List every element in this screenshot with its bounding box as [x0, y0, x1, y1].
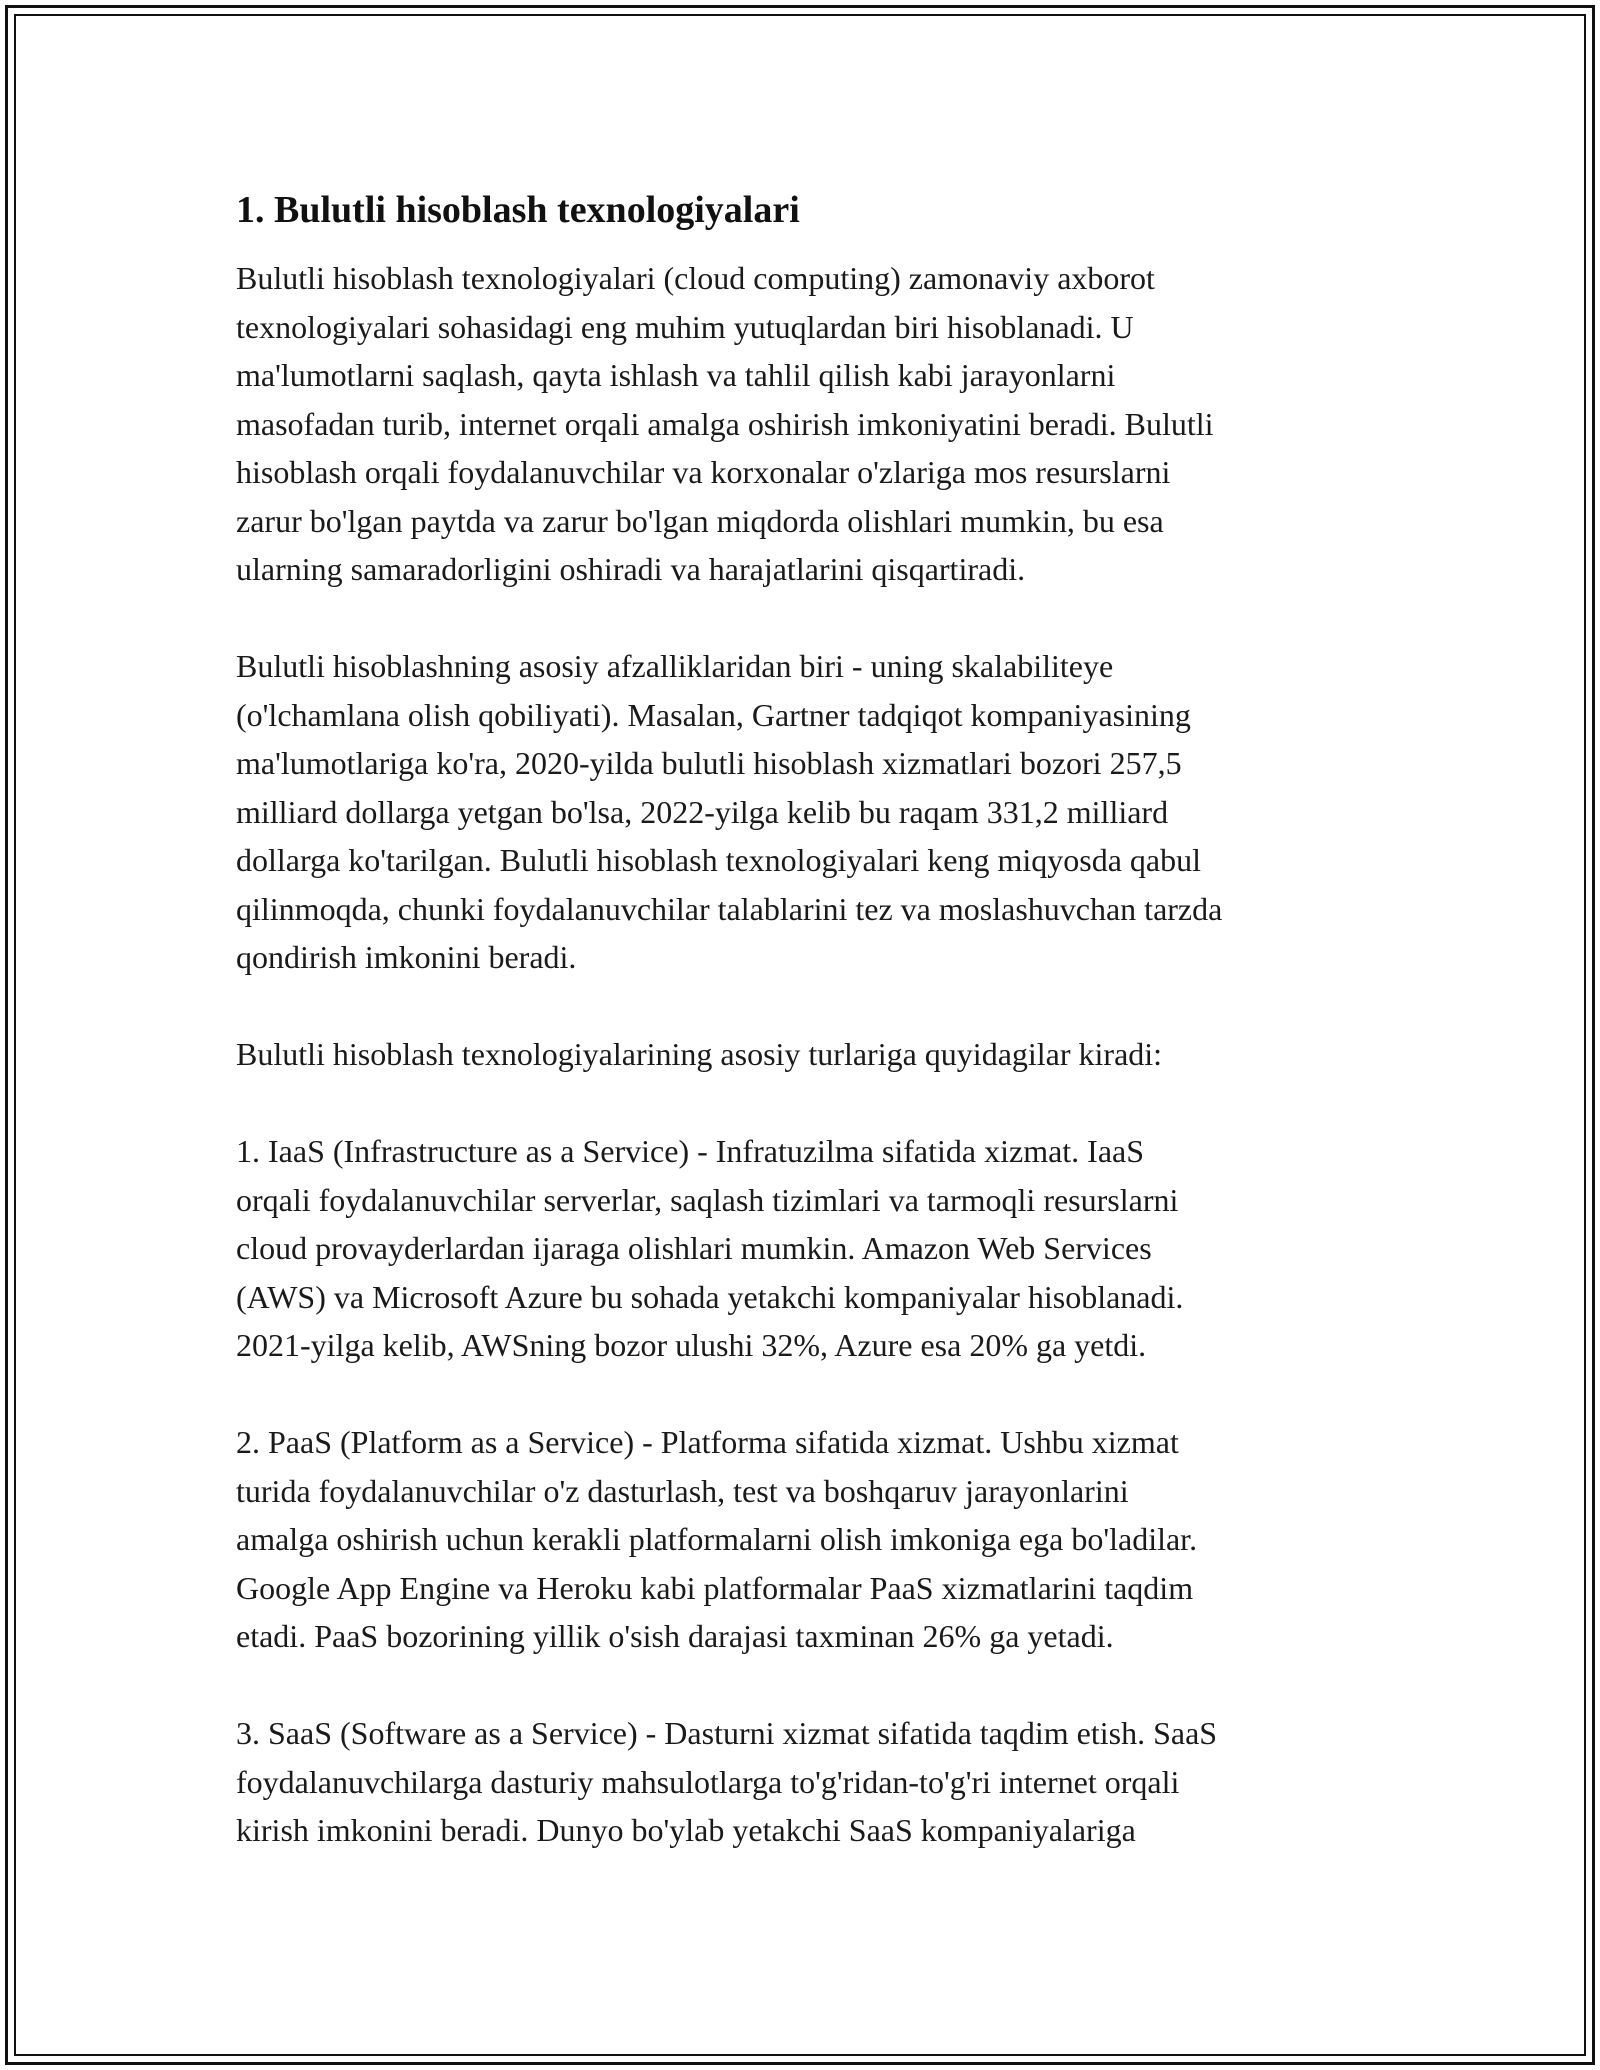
paragraph-scalability: Bulutli hisoblashning asosiy afzalliklaridan biri - uning skalabiliteye (o'lchamlana olish qobiliyati). Masalan, Gartner tadqiqot kompaniyasining ma'lumotlariga ko'ra, 2020-yilda bulutli hisoblash xizmatlari bozori 257,5 milliard dollarga yetgan bo'lsa, 2022-yilga kelib bu raqam 331,2 milliard dollarga ko'tarilgan. Bulutli hisoblash texnologiyalari keng miqyosda qabul qilinmoqda, chunki foydalanuvchilar talablarini tez va moslashuvchan tarzda qondirish imkonini beradi. — [236, 648, 1223, 975]
paragraph-iaas: 1. IaaS (Infrastructure as a Service) - Infratuzilma sifatida xizmat. IaaS orqali foydalanuvchilar serverlar, saqlash tizimlari va tarmoqli resurslarni cloud provayderlardan ijaraga olishlari mumkin. Amazon Web Services (AWS) va Microsoft Azure bu sohada yetakchi kompaniyalar hisoblanadi. 2021-yilga kelib, AWSning bozor ulushi 32%, Azure esa 20% ga yetdi. — [236, 1133, 1184, 1363]
paragraph-types-intro: Bulutli hisoblash texnologiyalarining asosiy turlariga quyidagilar kiradi: — [236, 1036, 1163, 1072]
paragraph-saas: 3. SaaS (Software as a Service) - Dasturni xizmat sifatida taqdim etish. SaaS foydalanuvchilarga dasturiy mahsulotlarga to'g'ridan-to'g'ri internet orqali kirish imkonini beradi. Dunyo bo'ylab yetakchi SaaS kompaniyalariga — [236, 1715, 1218, 1848]
document-body — [236, 186, 1366, 1855]
section-title: 1. Bulutli hisoblash texnologiyalari — [236, 189, 800, 231]
paragraph-intro: Bulutli hisoblash texnologiyalari (cloud computing) zamonaviy axborot texnologiyalari sohasidagi eng muhim yutuqlardan biri hisoblanadi. U ma'lumotlarni saqlash, qayta ishlash va tahlil qilish kabi jarayonlarni masofadan turib, internet orqali amalga oshirish imkoniyatini beradi. Bulutli hisoblash orqali foydalanuvchilar va korxonalar o'zlariga mos resurslarni zarur bo'lgan paytda va zarur bo'lgan miqdorda olishlari mumkin, bu esa ularning samaradorligini oshiradi va harajatlarini qisqartiradi. — [236, 260, 1214, 587]
paragraph-paas: 2. PaaS (Platform as a Service) - Platforma sifatida xizmat. Ushbu xizmat turida foydalanuvchilar o'z dasturlash, test va boshqaruv jarayonlarini amalga oshirish uchun kerakli platformalarni olish imkoniga ega bo'ladilar. Google App Engine va Heroku kabi platformalar PaaS xizmatlarini taqdim etadi. PaaS bozorining yillik o'sish darajasi taxminan 26% ga yetadi. — [236, 1424, 1198, 1654]
